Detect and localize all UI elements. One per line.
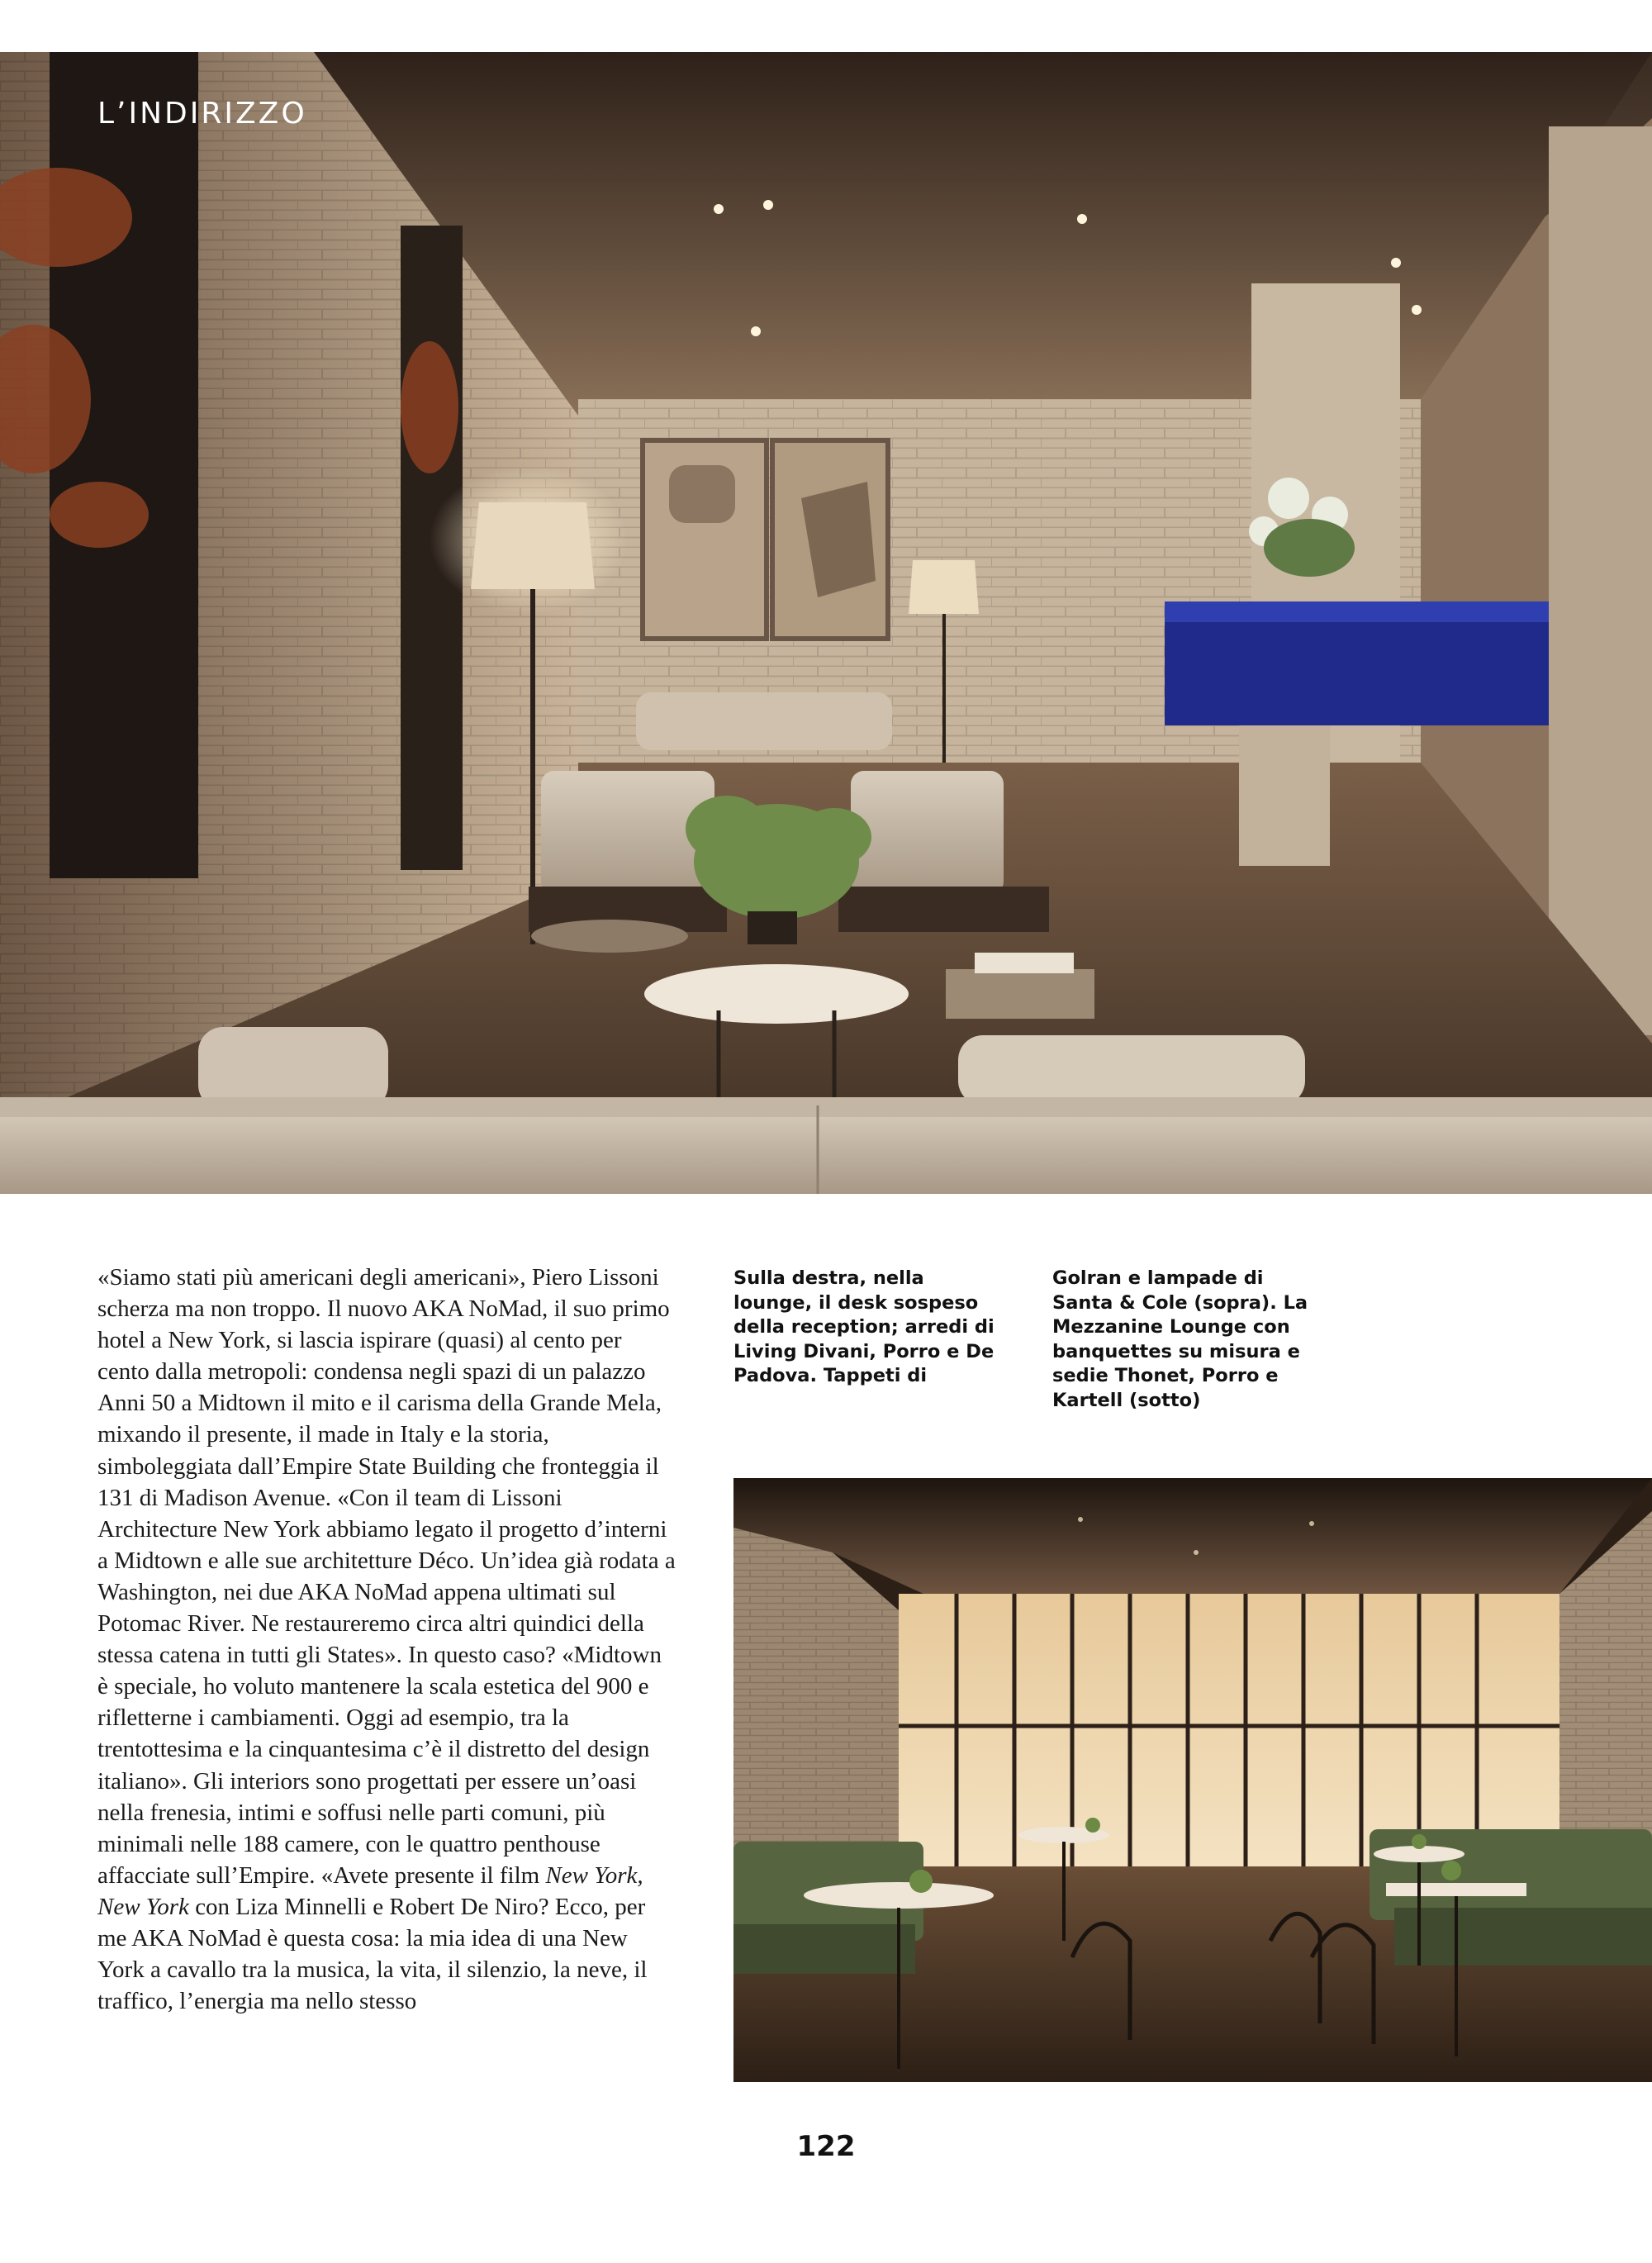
- article-text-1: «Siamo stati più americani degli americani», Piero Lissoni scherza ma non troppo. Il nuovo AKA NoMad, il suo primo hotel a New York, si lascia ispirare (quasi) al cento per cento dalla metropoli: condensa negli spazi di un palazzo Anni 50 a Midtown il mito e il carisma della Grande Mela, mixando il presente, il made in Italy e la storia, simboleggiata dall’Empire State Building che fronteggia il 131 di Madison Avenue. «Con il team di Lissoni Architecture New York abbiamo legato il progetto d’interni a Midtown e alle sue architetture Déco. Un’idea già rodata a Washington, nei due AKA NoMad appena ultimati sul Potomac River. Ne restaureremo circa altri quindici della stessa catena in tutti gli States». In questo caso? «Midtown è speciale, ho voluto mantenere la scala estetica del 900 e rifletterne i cambiamenti. Oggi ad esempio, tra la trentottesima e la cinquantesima c’è il distretto del design italiano». Gli interiors sono progettati per essere un’oasi nella frenesia, intimi e soffusi nelle parti comuni, più minimali nelle 188 camere, con le quattro penthouse affacciate sull’Empire. «Avete presente il film: [97, 1264, 676, 1889]
- mezzanine-illustration: [733, 1478, 1652, 2082]
- page-number: 122: [796, 2130, 856, 2163]
- article-paragraph: [97, 1262, 676, 2017]
- film-title: New York, New York: [97, 1861, 643, 1920]
- article-text-2: con Liza Minnelli e Robert De Niro? Ecco, per me AKA NoMad è questa cosa: la mia idea di una New York a cavallo tra la musica, la vita, il silenzio, la neve, il traffico, l’energia ma nello stesso: [97, 1893, 648, 2015]
- photo-caption-column-1: Sulla destra, nella lounge, il desk sospeso della reception; arredi di Living Divani, Porro e De Padova. Tappeti di: [733, 1267, 995, 1386]
- article-body: [97, 1262, 676, 2017]
- lounge-illustration: [0, 52, 1652, 1194]
- photo-caption-column-2: Golran e lampade di Santa & Cole (sopra). La Mezzanine Lounge con banquettes su misura e sedie Thonet, Porro e Kartell (sotto): [1052, 1267, 1308, 1411]
- mezzanine-lounge-photo: [733, 1478, 1652, 2082]
- section-label: L’INDIRIZZO: [97, 97, 307, 131]
- hero-photo-lounge: [0, 52, 1652, 1194]
